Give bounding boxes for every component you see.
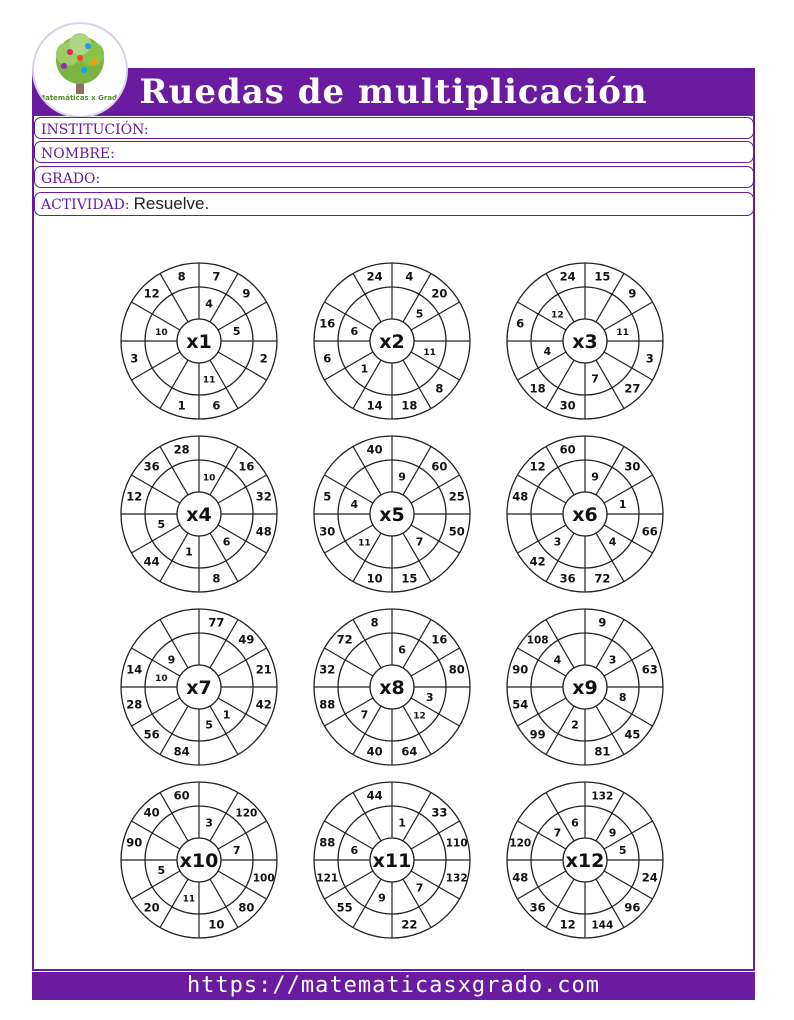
wheel-inner-number: 12 — [551, 310, 564, 321]
wheel-center: x12 — [565, 850, 605, 872]
wheel-center: x2 — [379, 331, 405, 353]
wheel-outer-number: 90 — [512, 662, 529, 677]
wheel-center: x11 — [372, 850, 412, 872]
wheel-inner-number: 10 — [155, 673, 168, 684]
wheel-spoke — [324, 475, 372, 503]
wheel-inner-number: 1 — [185, 545, 193, 559]
wheel-outer-number: 12 — [143, 286, 160, 301]
multiplication-wheel — [314, 782, 470, 938]
wheel-outer-number: 16 — [238, 459, 255, 474]
wheel-outer-number: 12 — [529, 459, 546, 474]
wheel-inner-number: 6 — [398, 643, 406, 657]
wheel-outer-number: 15 — [594, 269, 611, 284]
wheel-outer-number: 144 — [591, 919, 614, 932]
field-label: GRADO: — [41, 171, 101, 187]
wheel-outer-number: 50 — [448, 524, 465, 539]
wheel-spoke — [604, 698, 652, 726]
wheel-outer-number: 66 — [641, 524, 658, 539]
multiplication-wheel — [121, 436, 277, 592]
wheel-inner-number: 4 — [553, 653, 562, 667]
wheel-outer-number: 6 — [323, 351, 332, 366]
wheel-outer-number: 18 — [529, 381, 546, 396]
wheel-outer-number: 10 — [208, 917, 225, 932]
wheel-outer-number: 24 — [641, 870, 658, 885]
wheel-inner-number: 1 — [222, 708, 231, 722]
wheel-outer-number: 40 — [366, 744, 383, 759]
wheel-outer-number: 77 — [208, 615, 225, 630]
wheel-outer-number: 6 — [212, 398, 221, 413]
wheel-outer-number: 56 — [143, 727, 160, 742]
wheel-spoke — [131, 871, 179, 899]
wheel-outer-number: 8 — [435, 381, 444, 396]
wheel-outer-number: 9 — [628, 286, 637, 301]
wheel-inner-number: 6 — [350, 843, 359, 857]
wheel-center: x8 — [379, 677, 405, 699]
wheel-inner-number: 7 — [415, 881, 424, 895]
wheel-outer-number: 80 — [448, 662, 465, 677]
wheel-spoke — [131, 352, 179, 380]
wheel-outer-number: 25 — [448, 489, 465, 504]
wheel-spoke — [131, 302, 179, 330]
wheel-outer-number: 49 — [238, 632, 255, 647]
wheel-center: x3 — [572, 331, 598, 353]
wheel-outer-number: 8 — [212, 571, 221, 586]
wheel-outer-number: 40 — [143, 805, 160, 820]
wheel-center: x7 — [186, 677, 212, 699]
wheel-outer-number: 96 — [624, 900, 641, 915]
wheel-outer-number: 20 — [143, 900, 160, 915]
wheel-outer-number: 32 — [319, 662, 336, 677]
wheel-inner-number: 9 — [591, 470, 599, 484]
wheel-center: x5 — [379, 504, 405, 526]
wheel-outer-number: 80 — [238, 900, 255, 915]
wheel-outer-number: 60 — [173, 788, 190, 803]
wheel-inner-number: 5 — [205, 718, 213, 732]
wheel-inner-number: 3 — [608, 653, 617, 667]
wheel-outer-number: 27 — [624, 381, 641, 396]
wheel-outer-number: 63 — [641, 662, 658, 677]
wheel-inner-number: 4 — [608, 535, 617, 549]
wheel-outer-number: 30 — [559, 398, 576, 413]
wheel-outer-number: 3 — [645, 351, 654, 366]
wheel-spoke — [210, 446, 238, 494]
wheel-outer-number: 18 — [401, 398, 418, 413]
wheel-inner-number: 9 — [167, 653, 176, 667]
wheel-spoke — [218, 302, 266, 330]
wheel-outer-number: 10 — [366, 571, 383, 586]
wheel-outer-number: 36 — [559, 571, 576, 586]
wheel-inner-number: 4 — [205, 297, 213, 311]
wheel-inner-number: 9 — [608, 826, 617, 840]
wheel-inner-number: 2 — [571, 718, 579, 732]
wheel-outer-number: 15 — [401, 571, 418, 586]
wheel-inner-number: 11 — [423, 348, 436, 359]
wheel-outer-number: 64 — [401, 744, 418, 759]
wheel-inner-number: 5 — [157, 864, 166, 878]
wheel-spoke — [517, 352, 565, 380]
wheel-outer-number: 24 — [366, 269, 383, 284]
logo-text: Matemáticas x Grado — [38, 94, 122, 102]
wheel-inner-number: 6 — [350, 324, 359, 338]
wheel-inner-number: 11 — [616, 327, 629, 338]
wheel-outer-number: 44 — [143, 554, 160, 569]
wheel-outer-number: 120 — [509, 837, 532, 850]
wheel-inner-number: 10 — [202, 473, 216, 484]
wheel-inner-number: 8 — [618, 691, 627, 705]
wheel-inner-number: 5 — [232, 324, 241, 338]
wheel-outer-number: 60 — [559, 442, 576, 457]
multiplication-wheel — [314, 263, 470, 419]
wheel-outer-number: 28 — [126, 697, 143, 712]
wheel-spoke — [596, 360, 624, 408]
wheel-outer-number: 100 — [252, 872, 275, 885]
wheel-outer-number: 60 — [431, 459, 448, 474]
field-value: Resuelve. — [133, 194, 210, 213]
wheel-spoke — [403, 792, 431, 840]
wheel-outer-number: 12 — [559, 917, 576, 932]
wheel-inner-number: 3 — [553, 535, 562, 549]
wheel-outer-number: 1 — [177, 398, 186, 413]
wheel-outer-number: 84 — [173, 744, 190, 759]
wheel-inner-number: 12 — [413, 711, 426, 722]
wheel-outer-number: 36 — [529, 900, 546, 915]
wheel-spoke — [353, 879, 381, 927]
multiplication-wheel — [121, 609, 277, 765]
multiplication-wheel — [507, 609, 663, 765]
wheel-outer-number: 48 — [512, 870, 529, 885]
wheel-outer-number: 14 — [366, 398, 383, 413]
wheel-outer-number: 120 — [235, 807, 258, 820]
wheel-center: x10 — [179, 850, 219, 872]
wheel-outer-number: 72 — [594, 571, 611, 586]
wheel-inner-number: 5 — [415, 307, 424, 321]
wheel-center: x4 — [186, 504, 212, 526]
wheel-outer-number: 45 — [624, 727, 641, 742]
wheel-outer-number: 30 — [624, 459, 641, 474]
wheel-outer-number: 16 — [431, 632, 448, 647]
wheel-spoke — [210, 792, 238, 840]
page-title: Ruedas de multiplicación — [139, 72, 648, 112]
wheel-outer-number: 8 — [370, 615, 379, 630]
wheel-outer-number: 2 — [259, 351, 268, 366]
wheel-inner-number: 5 — [618, 843, 627, 857]
wheel-inner-number: 1 — [360, 362, 369, 376]
wheel-outer-number: 36 — [143, 459, 160, 474]
wheel-inner-number: 3 — [425, 691, 434, 705]
wheel-outer-number: 6 — [516, 316, 525, 331]
wheel-inner-number: 7 — [553, 826, 562, 840]
wheel-spoke — [604, 302, 652, 330]
wheel-outer-number: 44 — [366, 788, 383, 803]
wheel-center: x9 — [572, 677, 598, 699]
wheel-outer-number: 21 — [255, 662, 272, 677]
wheel-outer-number: 42 — [529, 554, 546, 569]
wheel-center: x6 — [572, 504, 598, 526]
wheel-center: x1 — [186, 331, 212, 353]
multiplication-wheel — [507, 782, 663, 938]
wheel-inner-number: 7 — [591, 372, 599, 386]
wheel-outer-number: 88 — [319, 835, 336, 850]
wheel-spoke — [604, 475, 652, 503]
wheel-outer-number: 30 — [319, 524, 336, 539]
wheel-spoke — [403, 619, 431, 667]
wheel-inner-number: 4 — [350, 497, 359, 511]
wheel-outer-number: 33 — [431, 805, 448, 820]
wheel-outer-number: 9 — [598, 615, 607, 630]
wheel-inner-number: 3 — [205, 816, 213, 830]
field-label: NOMBRE: — [41, 146, 115, 162]
multiplication-wheel — [507, 436, 663, 592]
wheel-outer-number: 110 — [445, 837, 468, 850]
wheel-outer-number: 54 — [512, 697, 529, 712]
multiplication-wheel — [314, 436, 470, 592]
wheel-outer-number: 8 — [177, 269, 186, 284]
wheel-outer-number: 121 — [316, 872, 339, 885]
wheel-outer-number: 72 — [336, 632, 353, 647]
wheel-outer-number: 48 — [512, 489, 529, 504]
wheel-spoke — [596, 446, 624, 494]
wheel-inner-number: 11 — [202, 375, 216, 386]
wheel-outer-number: 22 — [401, 917, 418, 932]
field-label: INSTITUCIÓN: — [41, 122, 149, 138]
footer-url[interactable]: https://matematicasxgrado.com — [32, 972, 755, 1000]
wheel-outer-number: 7 — [212, 269, 221, 284]
wheel-outer-number: 24 — [559, 269, 576, 284]
wheel-spoke — [131, 525, 179, 553]
wheel-outer-number: 12 — [126, 489, 143, 504]
wheel-outer-number: 4 — [405, 269, 414, 284]
wheel-inner-number: 6 — [222, 535, 231, 549]
wheel-inner-number: 9 — [398, 470, 406, 484]
wheel-inner-number: 7 — [415, 535, 424, 549]
wheel-outer-number: 9 — [242, 286, 251, 301]
wheel-inner-number: 10 — [155, 327, 168, 338]
wheel-inner-number: 1 — [618, 497, 627, 511]
wheel-inner-number: 5 — [157, 518, 166, 532]
wheel-outer-number: 40 — [366, 442, 383, 457]
wheel-outer-number: 90 — [126, 835, 143, 850]
wheel-inner-number: 11 — [358, 538, 371, 549]
wheel-inner-number: 4 — [543, 345, 552, 359]
wheel-outer-number: 132 — [591, 790, 614, 803]
wheel-outer-number: 20 — [431, 286, 448, 301]
wheel-inner-number: 1 — [398, 816, 406, 830]
field-label: ACTIVIDAD: — [41, 197, 130, 213]
wheel-inner-number: 7 — [360, 708, 369, 722]
wheel-spoke — [403, 446, 431, 494]
wheel-outer-number: 132 — [445, 872, 468, 885]
wheel-spoke — [546, 706, 574, 754]
wheel-outer-number: 48 — [255, 524, 272, 539]
wheel-spoke — [160, 533, 188, 581]
multiplication-wheel — [507, 263, 663, 419]
wheel-outer-number: 88 — [319, 697, 336, 712]
wheel-outer-number: 16 — [319, 316, 336, 331]
wheel-inner-number: 6 — [571, 816, 579, 830]
wheel-outer-number: 81 — [594, 744, 611, 759]
multiplication-wheel — [121, 782, 277, 938]
wheel-inner-number: 9 — [378, 891, 386, 905]
wheel-inner-number: 11 — [182, 894, 196, 905]
wheel-outer-number: 99 — [529, 727, 546, 742]
wheel-outer-number: 32 — [255, 489, 272, 504]
wheel-outer-number: 55 — [336, 900, 353, 915]
wheel-outer-number: 42 — [255, 697, 272, 712]
wheel-outer-number: 5 — [323, 489, 332, 504]
wheel-outer-number: 3 — [130, 351, 139, 366]
wheel-outer-number: 14 — [126, 662, 143, 677]
wheel-inner-number: 7 — [232, 843, 241, 857]
wheel-outer-number: 108 — [526, 634, 549, 647]
wheel-spoke — [218, 821, 266, 849]
wheel-outer-number: 28 — [173, 442, 190, 457]
multiplication-wheel — [314, 609, 470, 765]
multiplication-wheel — [121, 263, 277, 419]
